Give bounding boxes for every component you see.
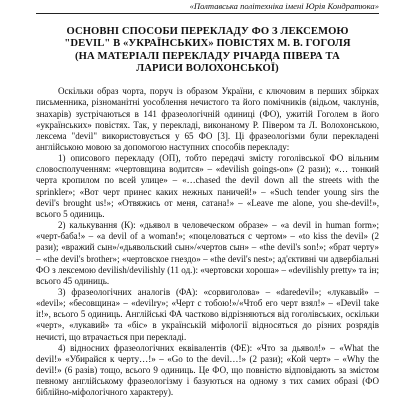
article-title [36, 26, 379, 75]
title-line: "DEVIL" В «УКРАЇНСЬКИХ» ПОВІСТЯХ М. В. ГОГОЛЯ [64, 38, 351, 50]
running-header: «Полтавська політехніка імені Юрія Кондратюка» [189, 1, 379, 11]
list-item: 4) відносних фразеологічних еквівалентів (ФЕ): «Что за дьявол!» – «What the devil!» «Убирайся к черту…!» – «Go to the devil…!» (2 рази); «Кой черт» – «Why the devil!» (6 разів) тощо, всього 9 одиниць. Це ФО, що повністю відповідають за змістом певному англійському фразеологізму і базуються на одному з тих самих образі (ФО біблійно-міфологічного характеру). [36, 342, 379, 398]
list-item: 2) калькування (К): «дьявол в человеческом образе» – «a devil in human form»; «черт-баба!» – «a devil of a woman!»; «поцеловаться с чертом» – «to kiss the devil» (2 рази); «вражий сын»/«дьявольский сын»/«чертов сын» – «the devil's son!»; «брат черту» – «the devil's brother»; «чертовское гнездо» – «the devil's nest»; ад'єктивні чи адвербіальні ФО з лексемою devilish/devilishly (11 од.): «чертовски хороша» – «devilishly pretty» та ін; всього 45 одиниць. [36, 220, 379, 286]
title-line: ОСНОВНІ СПОСОБИ ПЕРЕКЛАДУ ФО З ЛЕКСЕМОЮ [66, 26, 349, 37]
intro-paragraph: Оскільки образ чорта, поруч із образом України, є ключовим в перших збірках письменника, різноманітні уособлення нечистого та його помічників (відьом, чаклунів, знахарів) зустрічаються в 141 фразеологічній одиниці (ФО), ужитій Гоголем в його «українських» повістях. Так, у перекладі, виконаному Р. Півером та Л. Волохонською, лексема "devil" використовується у 65 ФО [3]. Ці фразеологізми були перекладені англійською мовою за допомогою наступних способів перекладу: [36, 86, 379, 152]
list-item: 3) фразеологічних аналогів (ФА): «сорвиголова» – «daredevil»; «лукавый» – «devil»; «бесовщина» – «devilry»; «Черт с тобою!»/«Чтоб его черт взял!» – «Devil take it!», всього 5 одиниць. Англійські ФА частково відрізняються від гоголівських, оскільки «черт», «лукавий» та «біс» в українській міфології відносяться до різних розрядів нечисті, що втрачається при перекладі. [36, 287, 379, 342]
header-divider [36, 13, 379, 14]
title-line: ЛАРИСИ ВОЛОХОНСЬКОЇ) [136, 62, 279, 74]
list-item: 1) описового перекладу (ОП), тобто передачі змісту гоголівської ФО вільним словосполученням: «чертовщина водится» – «devilish goings-on» (2 рази); «… тонкий черта кропилом по всей улице» – «…chased the devil down all the streets with the sprinkler»; «Вот черт принес каких нежных паничей!» – «Such tender young sirs the devil's brought us!»; «Отвяжись от меня, сатана!» – «Leave me alone, you she-devil!», всього 5 одиниць. [36, 153, 379, 219]
title-line: (НА МАТЕРІАЛІ ПЕРЕКЛАДУ РІЧАРДА ПІВЕРА ТА [75, 50, 340, 62]
